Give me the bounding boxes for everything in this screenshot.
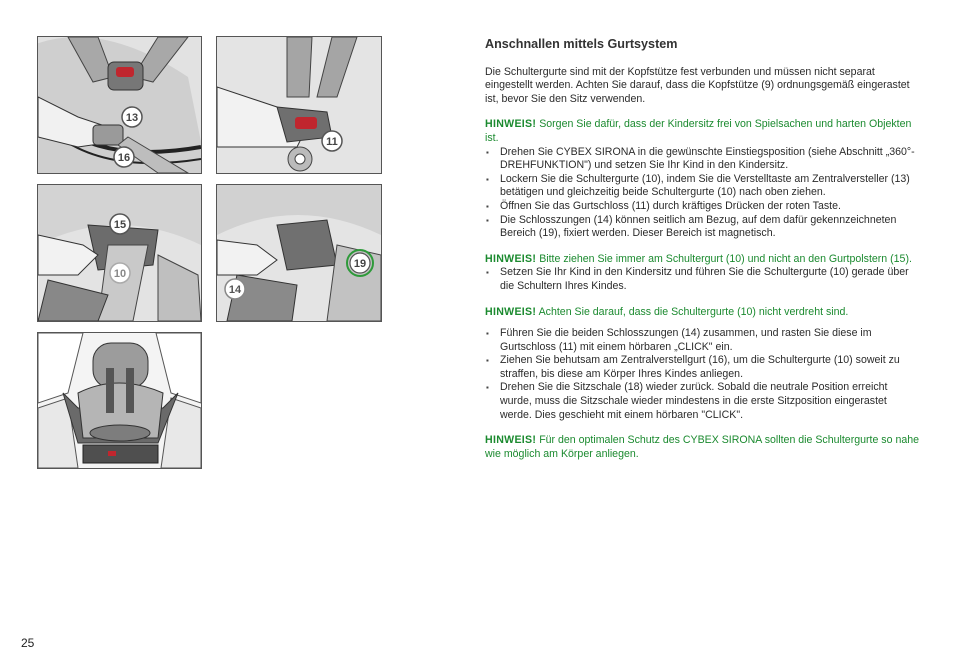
callout-14: 14	[228, 284, 242, 296]
illustration-open-buckle	[216, 36, 382, 174]
callout-11: 11	[326, 136, 338, 148]
callout-15: 15	[113, 219, 127, 231]
callout-19: 19	[353, 258, 367, 270]
list-item: ▪ Öffnen Sie das Gurtschloss (11) durch kräftiges Drücken der roten Taste.	[485, 200, 921, 214]
note-pull-strap: HINWEIS! Bitte ziehen Sie immer am Schultergurt (10) und nicht an den Gurtpolstern (15).	[485, 252, 912, 265]
note-label: HINWEIS!	[485, 305, 537, 318]
list-item: ▪ Setzen Sie Ihr Kind in den Kindersitz und führen Sie die Schultergurte (10) gerade über die Schultern Ihres Kindes.	[485, 266, 921, 293]
callout-16: 16	[117, 152, 131, 164]
list-item: ▪ Drehen Sie die Sitzschale (18) wieder zurück. Sobald die neutrale Position erreicht wurde, muss die Sitzschale wieder mindestens in die erste Sitzposition eingerastet werde. Dies geschieht mit einem hörbaren "CLICK".	[485, 381, 921, 422]
illustration-seat-in-car	[37, 332, 202, 469]
note-label: HINWEIS!	[485, 434, 537, 447]
list-item: ▪ Die Schlosszungen (14) können seitlich am Bezug, auf dem dafür gekennzeichneten Bereich (19), fixiert werden. Dieser Bereich ist magnetisch.	[485, 214, 921, 241]
list-item: ▪ Lockern Sie die Schultergurte (10), indem Sie die Verstelltaste am Zentralversteller (13) betätigen und gleichzeitig beide Schultergurte (10) nach oben ziehen.	[485, 173, 921, 200]
callout-13: 13	[125, 112, 139, 124]
steps-list-1	[485, 146, 921, 241]
list-item: ▪ Drehen Sie CYBEX SIRONA in die gewünschte Einstiegsposition (siehe Abschnitt „360°- DREHFUNKTION") und setzen Sie Ihr Kind in den Kindersitz.	[485, 146, 921, 173]
list-item: ▪ Ziehen Sie behutsam am Zentralverstellgurt (16), um die Schultergurte (10) soweit zu straffen, bis diese am Körper Ihres Kindes anliegen.	[485, 354, 921, 381]
note-label: HINWEIS!	[485, 118, 537, 131]
list-item: ▪ Führen Sie die beiden Schlosszungen (14) zusammen, und rasten Sie diese im Gurtschloss (11) mit einem hörbaren „CLICK" ein.	[485, 327, 921, 354]
note-not-twisted: HINWEIS! Achten Sie darauf, dass die Schultergurte (10) nicht verdreht sind.	[485, 305, 849, 318]
illustration-shoulder-pads	[37, 184, 202, 322]
callout-10: 10	[113, 268, 127, 280]
note-optimal-protection: HINWEIS! Für den optimalen Schutz des CYBEX SIRONA sollten die Schultergurte so nahe wie möglich am Körper anliegen.	[485, 434, 920, 460]
note-toys: HINWEIS! Sorgen Sie dafür, dass der Kindersitz frei von Spielsachen und harten Objekten ist.	[485, 118, 912, 144]
illustration-adjust-harness	[37, 36, 202, 174]
instructions-column	[485, 34, 921, 461]
page-number: 25	[21, 636, 35, 650]
steps-list-2	[485, 266, 921, 293]
note-label: HINWEIS!	[485, 252, 537, 265]
section-heading: Anschnallen mittels Gurtsystem	[485, 37, 678, 51]
illustration-magnetic-tongues	[216, 184, 382, 322]
steps-list-3	[485, 327, 921, 422]
intro-paragraph: Die Schultergurte sind mit der Kopfstütze fest verbunden und müssen nicht separat eingestellt werden. Achten Sie darauf, dass die Kopfstütze (9) ordnungsgemäß eingerastet ist, bevor Sie den Sitz verwenden.	[485, 65, 910, 105]
